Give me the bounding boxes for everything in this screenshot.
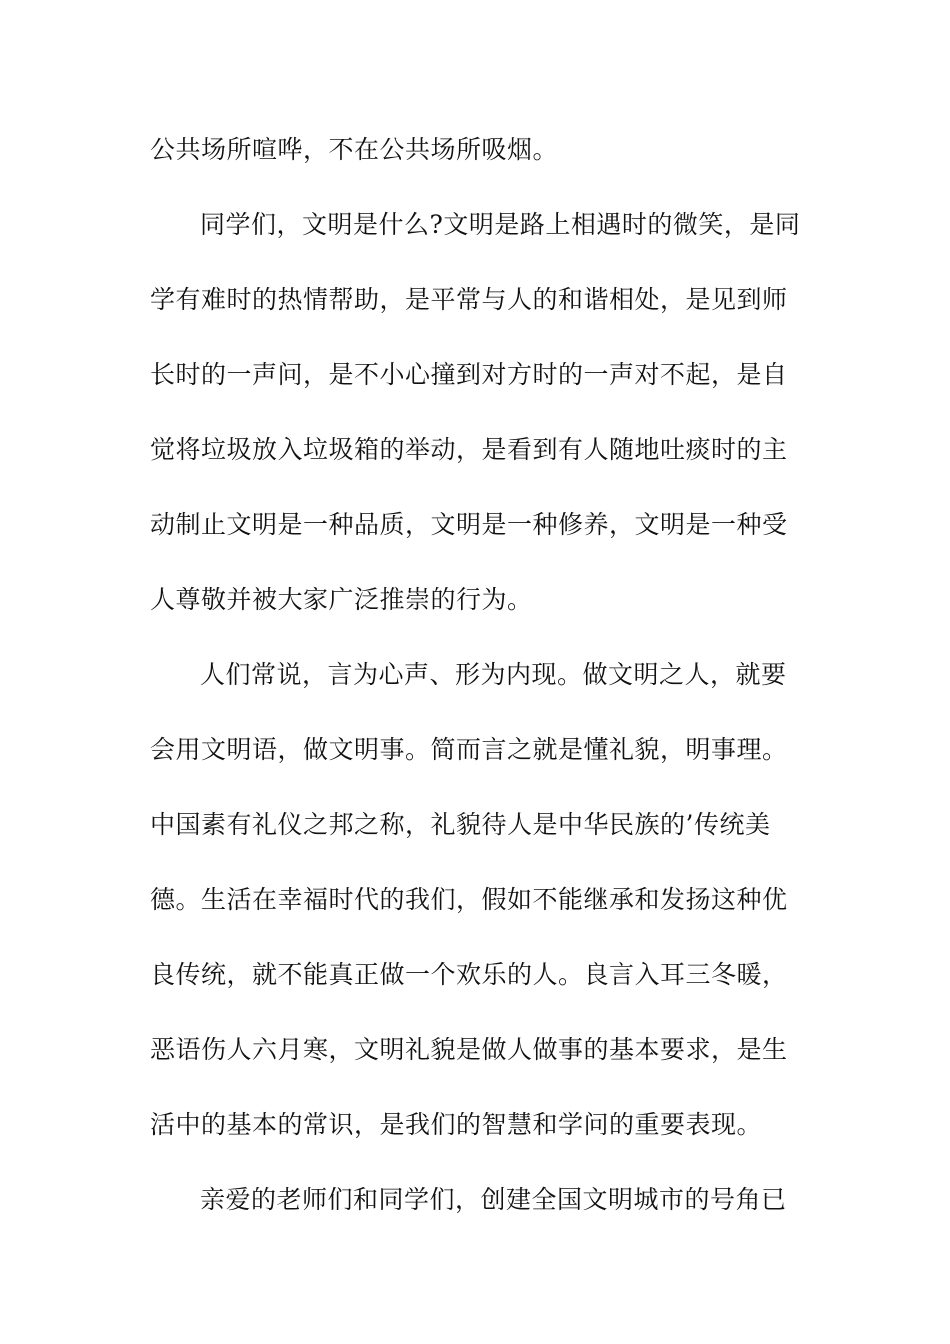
text-line-15: 亲爱的老师们和同学们，创建全国文明城市的号角已 [200, 1185, 787, 1214]
text-line-4: 长时的一声问，是不小心撞到对方时的一声对不起，是自 [150, 360, 788, 389]
text-line-3: 学有难时的热情帮助，是平常与人的和谐相处，是见到师 [150, 285, 788, 314]
text-line-10: 中国素有礼仪之邦之称，礼貌待人是中华民族的’传统美 [150, 810, 771, 839]
text-line-12: 良传统，就不能真正做一个欢乐的人。良言入耳三冬暖， [150, 960, 788, 989]
text-line-1: 公共场所喧哗，不在公共场所吸烟。 [150, 135, 559, 164]
text-line-8: 人们常说，言为心声、形为内现。做文明之人，就要 [200, 660, 787, 689]
text-line-2: 同学们，文明是什么?文明是路上相遇时的微笑，是同 [200, 210, 801, 239]
text-line-9: 会用文明语，做文明事。简而言之就是懂礼貌，明事理。 [150, 735, 788, 764]
text-line-5: 觉将垃圾放入垃圾箱的举动，是看到有人随地吐痰时的主 [150, 435, 788, 464]
text-line-11: 德。生活在幸福时代的我们，假如不能继承和发扬这种优 [150, 885, 788, 914]
text-line-13: 恶语伤人六月寒，文明礼貌是做人做事的基本要求，是生 [150, 1035, 788, 1064]
text-line-6: 动制止文明是一种品质，文明是一种修养，文明是一种受 [150, 510, 788, 539]
text-line-14: 活中的基本的常识，是我们的智慧和学问的重要表现。 [150, 1110, 763, 1139]
text-line-7: 人尊敬并被大家广泛推崇的行为。 [150, 585, 533, 614]
